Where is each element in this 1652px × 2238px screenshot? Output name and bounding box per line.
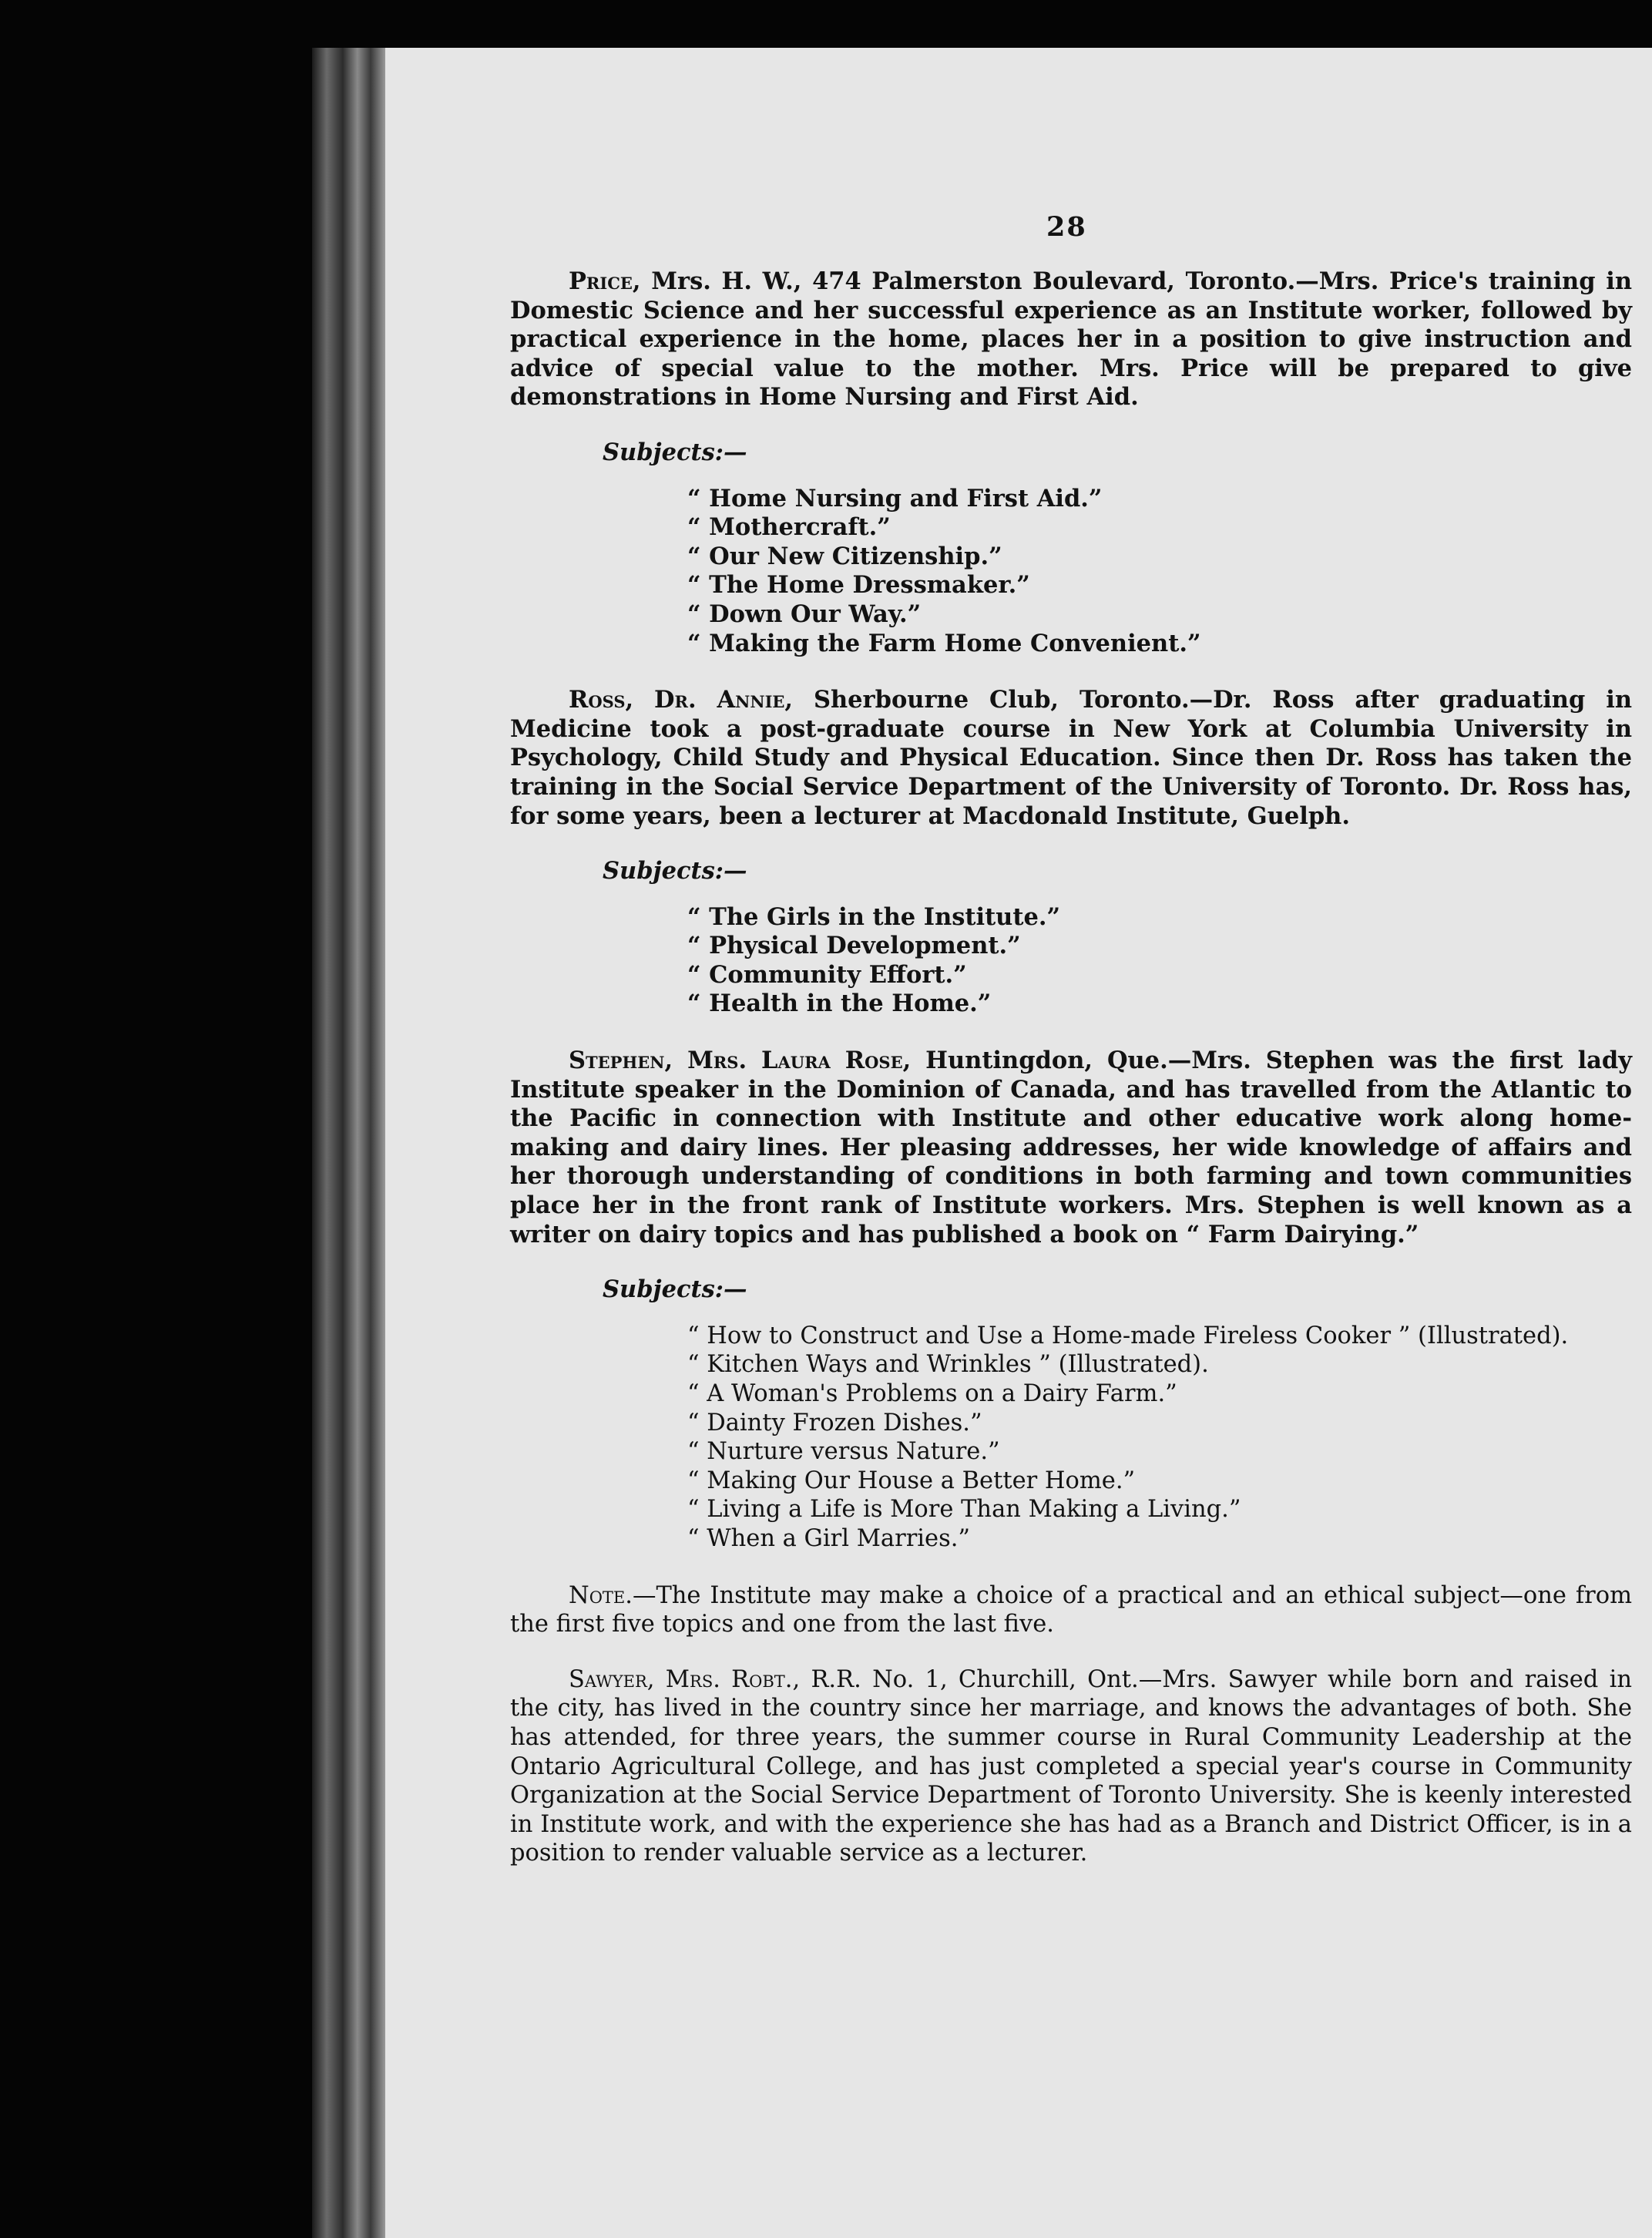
- subject-item: “ How to Construct and Use a Home-made Fireless Cooker ” (Illustrated).: [687, 1322, 1569, 1349]
- subject-item: “ Mothercraft.”: [687, 513, 891, 542]
- subject-item: “ A Woman's Problems on a Dairy Farm.”: [687, 1380, 1177, 1407]
- entry-stephen: [510, 1047, 1632, 1249]
- subject-item: “ The Home Dressmaker.”: [687, 571, 1030, 600]
- entry-ross-text: Sherbourne Club, Toronto.—Dr. Ross after graduating in Medicine took a post-graduate course in New York at Columbia University in Psychology, Child Study and Physical Education. Since then Dr. Ross has taken the training in the Social Service Department of the University of Toronto. Dr. Ross has, for some years, been a lecturer at Macdonald Institute, Guelph.: [510, 686, 1632, 830]
- entry-price-subjects-label: Subjects:—: [603, 438, 747, 466]
- subject-item: “ Home Nursing and First Aid.”: [687, 484, 1103, 512]
- entry-price-subject-list: [687, 485, 1632, 659]
- entry-sawyer: [510, 1665, 1632, 1868]
- subject-item: “ Making the Farm Home Convenient.”: [687, 629, 1201, 657]
- note: [510, 1581, 1632, 1639]
- entry-sawyer-text: R.R. No. 1, Churchill, Ont.—Mrs. Sawyer while born and raised in the city, has lived in the country since her marriage, and knows the advantages of both. She has attended, for three years, the summer course in Rural Community Leadership at the Ontario Agricultural College, and has just completed a special year's course in Community Organization at the Social Service Department of Toronto University. She is keenly interested in Institute work, and with the experience she has had as a Branch and District Officer, is in a position to render valuable service as a lecturer.: [510, 1665, 1633, 1867]
- entry-price-text: Mrs. H. W., 474 Palmerston Boulevard, Toronto.—Mrs. Price's training in Domestic Science and her successful experience as an Institute worker, followed by practical experience in the home, places her in a position to give instruction and advice of special value to the mother. Mrs. Price will be prepared to give demonstrations in Home Nursing and First Aid.: [510, 267, 1632, 412]
- book-spine: [312, 48, 385, 2238]
- subject-item: “ Dainty Frozen Dishes.”: [687, 1409, 982, 1437]
- entry-ross-subjects-label: Subjects:—: [603, 857, 747, 885]
- entry-ross: [510, 686, 1632, 831]
- entry-price: [510, 267, 1632, 412]
- entry-stephen-subject-list: [687, 1322, 1632, 1554]
- subject-item: “ Community Effort.”: [687, 960, 967, 989]
- subject-item: “ Physical Development.”: [687, 932, 1021, 960]
- page-number: 28: [1046, 211, 1087, 243]
- entry-stephen-subjects-label: Subjects:—: [603, 1275, 747, 1304]
- note-label: Note.: [569, 1581, 633, 1609]
- subject-item: “ Down Our Way.”: [687, 600, 922, 628]
- page-text: [510, 267, 1632, 1894]
- note-text: —The Institute may make a choice of a practical and an ethical subject—one from the first five topics and one from the last five.: [510, 1581, 1632, 1638]
- entry-ross-name: Ross, Dr. Annie,: [569, 686, 794, 714]
- entry-sawyer-name: Sawyer, Mrs. Robt.,: [569, 1665, 801, 1693]
- subject-item: “ Our New Citizenship.”: [687, 542, 1002, 570]
- subject-item: “ Kitchen Ways and Wrinkles ” (Illustrated).: [687, 1351, 1209, 1379]
- book-page: [385, 48, 1652, 2238]
- subject-item: “ When a Girl Marries.”: [687, 1524, 971, 1552]
- subject-item: “ Making Our House a Better Home.”: [687, 1467, 1136, 1494]
- entry-stephen-name: Stephen, Mrs. Laura Rose,: [569, 1047, 912, 1075]
- subject-item: “ Health in the Home.”: [687, 990, 992, 1018]
- entry-stephen-text: Huntingdon, Que.—Mrs. Stephen was the first lady Institute speaker in the Dominion of Canada, and has travelled from the Atlantic to the Pacific in connection with Institute and other educative work along home-making and dairy lines. Her pleasing addresses, her wide knowledge of affairs and her thorough understanding of conditions in both farming and town communities place her in the front rank of Institute workers. Mrs. Stephen is well known as a writer on dairy topics and has published a book on “ Farm Dairying.”: [510, 1047, 1632, 1248]
- entry-ross-subject-list: [687, 903, 1632, 1019]
- subject-item: “ Nurture versus Nature.”: [687, 1438, 1000, 1466]
- subject-item: “ The Girls in the Institute.”: [687, 902, 1061, 931]
- subject-item: “ Living a Life is More Than Making a Living.”: [687, 1496, 1241, 1524]
- entry-price-name: Price,: [569, 267, 641, 295]
